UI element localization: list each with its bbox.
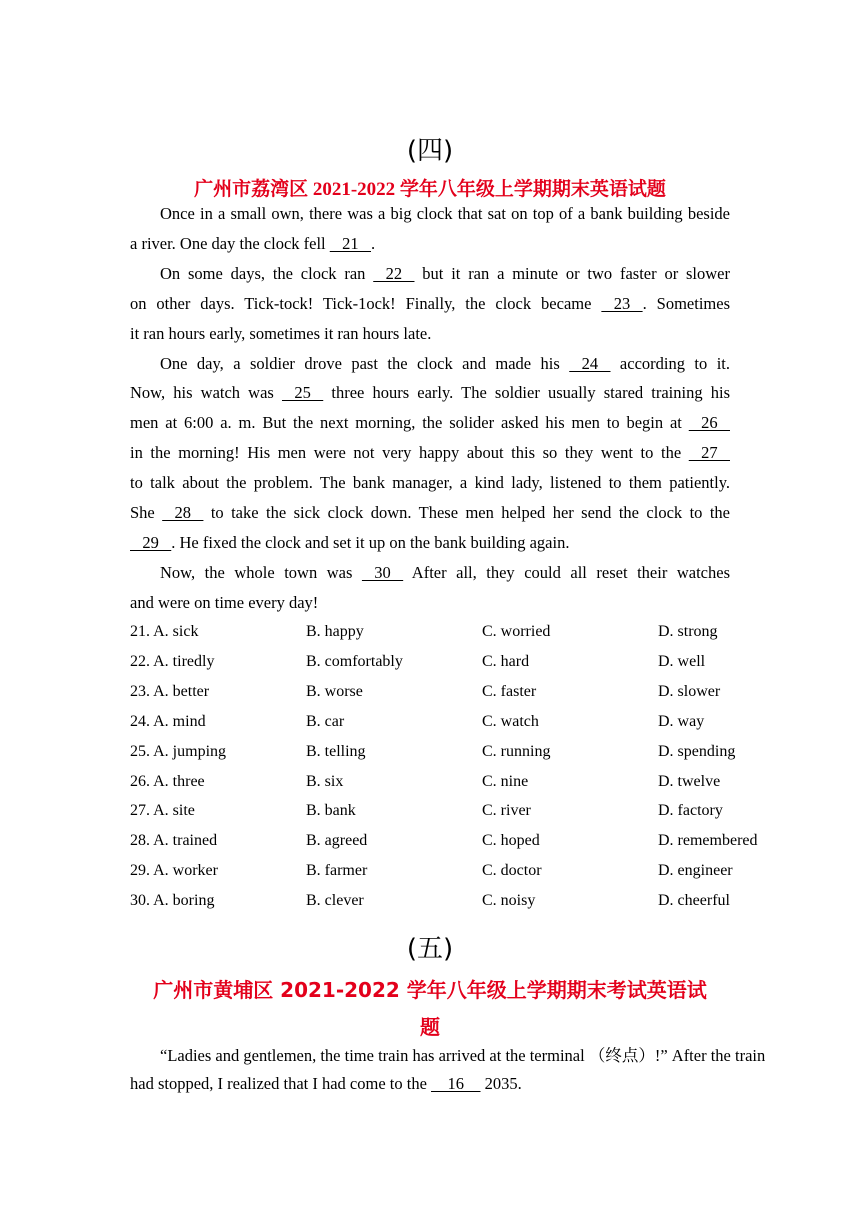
- section-title-cont: 题: [420, 1015, 440, 1039]
- answer-blank: 25: [281, 383, 324, 402]
- section-number: (四): [406, 136, 454, 166]
- line-text: 2035.: [480, 1074, 522, 1093]
- answer-blank: 24: [569, 354, 611, 373]
- passage-line: [130, 503, 730, 523]
- line-text: to take the sick clock down. These men helped her send the clock to the: [203, 503, 730, 522]
- answer-blank: 27: [688, 443, 730, 462]
- passage-line: [160, 563, 730, 583]
- option-item: C. worried: [482, 623, 551, 640]
- option-item: D. twelve: [658, 772, 721, 790]
- line-text: according to it.: [610, 354, 730, 373]
- line-text: . Sometimes: [642, 294, 730, 313]
- passage-line: [130, 413, 730, 433]
- passage-line: [130, 443, 730, 463]
- answer-blank: 16: [431, 1074, 481, 1093]
- option-item: B. six: [306, 772, 344, 790]
- option-item: C. faster: [482, 682, 537, 700]
- passage-line: [130, 383, 730, 403]
- passage-line: [130, 593, 730, 613]
- option-item: B. clever: [306, 892, 364, 910]
- passage-line: [160, 1042, 806, 1066]
- option-item: 25. A. jumping: [130, 742, 227, 760]
- option-item: B. comfortably: [306, 652, 403, 670]
- option-item: 29. A. worker: [130, 862, 218, 880]
- line-text: She: [130, 503, 163, 522]
- option-item: B. happy: [306, 623, 364, 640]
- section-title: 广州市黄埔区 2021-2022 学年八年级上学期期末考试英语试: [153, 978, 707, 1002]
- option-item: D. strong: [658, 623, 718, 640]
- passage-line: [160, 354, 730, 374]
- passage-line: [130, 324, 730, 344]
- option-item: D. factory: [658, 802, 723, 820]
- option-item: 28. A. trained: [130, 832, 218, 850]
- option-item: B. farmer: [306, 862, 368, 880]
- option-item: B. bank: [306, 802, 356, 820]
- section-number: (五): [406, 934, 454, 964]
- line-text: men at 6:00 a. m. But the next morning, the solider asked his men to begin at: [130, 413, 689, 432]
- answer-blank: 23: [601, 294, 643, 313]
- passage-line: [160, 264, 730, 284]
- option-item: 21. A. sick: [130, 623, 199, 640]
- option-item: D. spending: [658, 742, 736, 760]
- passage-line: [130, 533, 730, 553]
- answer-blank: 30: [361, 563, 404, 582]
- line-text: three hours early. The soldier usually stared training his: [323, 383, 730, 402]
- option-item: 26. A. three: [130, 772, 205, 790]
- line-text: .: [371, 234, 376, 253]
- answer-blank: 29: [130, 533, 172, 552]
- option-item: C. hard: [482, 652, 530, 670]
- option-item: D. cheerful: [658, 892, 730, 910]
- option-item: 22. A. tiredly: [130, 652, 215, 670]
- option-item: D. well: [658, 652, 706, 670]
- answer-blank: 22: [373, 264, 415, 283]
- passage-line: [130, 234, 730, 254]
- option-item: 27. A. site: [130, 802, 195, 820]
- line-text: a river. One day the clock fell: [130, 234, 330, 253]
- line-text: After all, they could all reset their watches: [403, 563, 730, 582]
- option-item: C. river: [482, 802, 531, 820]
- passage-line: [130, 294, 730, 314]
- line-text: One day, a soldier drove past the clock and made his: [160, 354, 570, 373]
- passage-line: [130, 1074, 730, 1094]
- option-item: C. watch: [482, 712, 539, 730]
- option-item: D. way: [658, 712, 705, 730]
- line-text: but it ran a minute or two faster or slower: [414, 264, 730, 283]
- option-item: 30. A. boring: [130, 892, 215, 910]
- option-item: C. running: [482, 742, 551, 760]
- option-item: B. agreed: [306, 832, 368, 850]
- section-title: 广州市荔湾区 2021-2022 学年八年级上学期期末英语试题: [194, 179, 666, 200]
- option-item: 24. A. mind: [130, 712, 206, 730]
- passage-line: [130, 473, 730, 493]
- option-item: D. slower: [658, 682, 721, 700]
- line-text: Now, the whole town was: [160, 563, 362, 582]
- passage-line: [160, 204, 730, 224]
- option-item: B. worse: [306, 682, 363, 700]
- option-item: C. doctor: [482, 862, 542, 880]
- line-text: had stopped, I realized that I had come to the: [130, 1074, 432, 1093]
- answer-blank: 28: [162, 503, 204, 522]
- line-text: “Ladies and gentlemen, the time train has arrived at the terminal （终点）!” After the train: [160, 1046, 766, 1065]
- option-item: D. engineer: [658, 862, 733, 880]
- line-text: to talk about the problem. The bank manager, a kind lady, listened to them patiently.: [130, 473, 730, 492]
- line-text: and were on time every day!: [130, 593, 319, 612]
- answer-blank: 21: [329, 234, 371, 253]
- option-item: C. hoped: [482, 832, 540, 850]
- option-item: C. noisy: [482, 892, 536, 910]
- option-item: D. remembered: [658, 832, 758, 850]
- line-text: . He fixed the clock and set it up on the bank building again.: [171, 533, 570, 552]
- option-item: B. car: [306, 712, 345, 730]
- line-text: it ran hours early, sometimes it ran hours late.: [130, 324, 432, 343]
- option-item: 23. A. better: [130, 682, 210, 700]
- answer-blank: 26: [688, 413, 730, 432]
- line-text: on other days. Tick-tock! Tick-1ock! Finally, the clock became: [130, 294, 602, 313]
- option-item: B. telling: [306, 742, 366, 760]
- option-item: C. nine: [482, 772, 529, 790]
- line-text: Once in a small own, there was a big clock that sat on top of a bank building beside: [160, 204, 730, 223]
- line-text: in the morning! His men were not very happy about this so they went to the: [130, 443, 689, 462]
- line-text: On some days, the clock ran: [160, 264, 374, 283]
- line-text: Now, his watch was: [130, 383, 282, 402]
